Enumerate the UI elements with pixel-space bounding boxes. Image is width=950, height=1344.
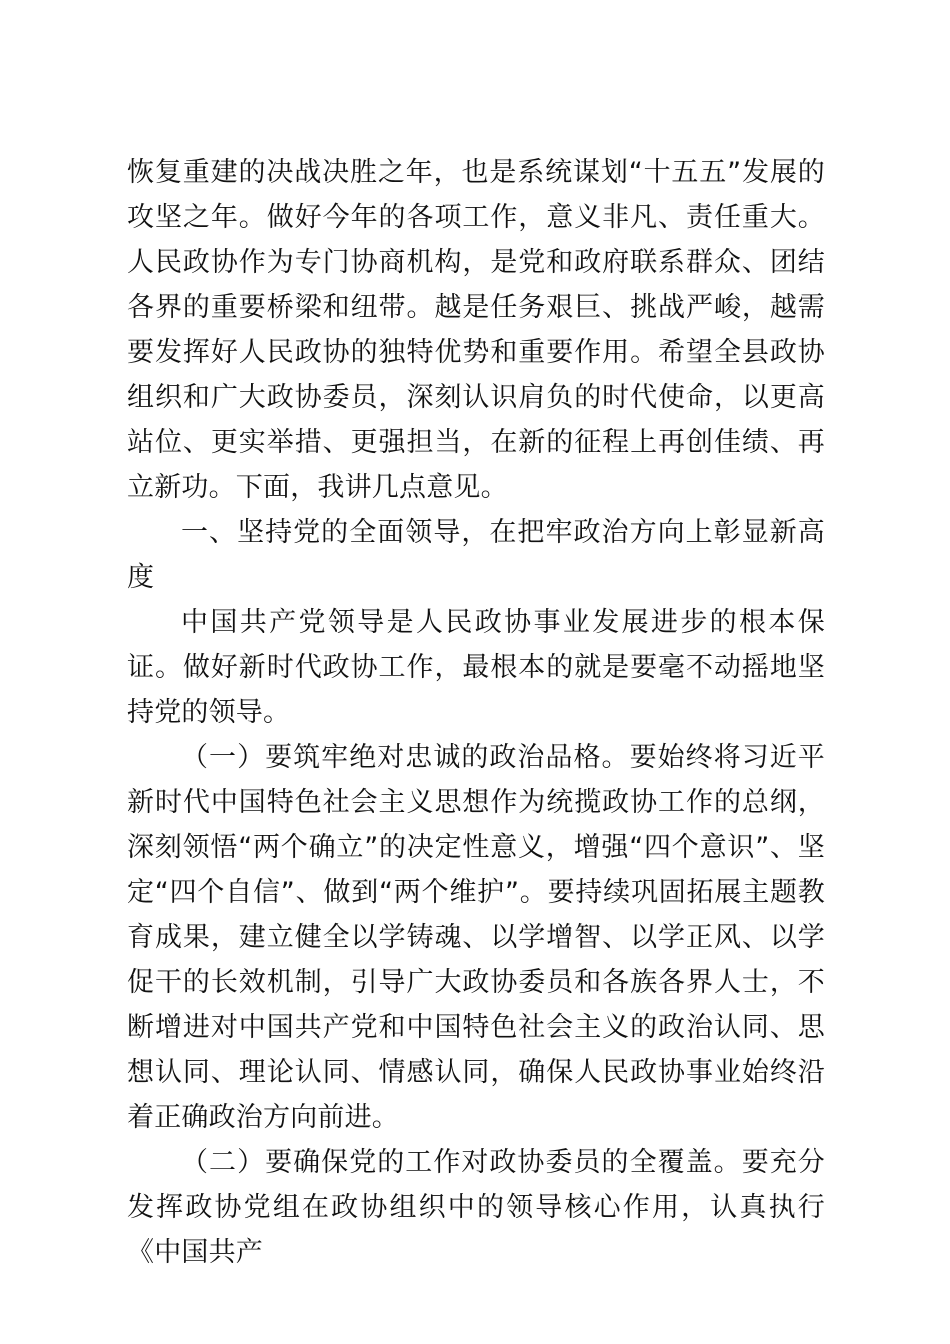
paragraph-intro-continuation: 恢复重建的决战决胜之年，也是系统谋划“十五五”发展的攻坚之年。做好今年的各项工作，意义非凡、责任重大。人民政协作为专门协商机构，是党和政府联系群众、团结各界的重要桥梁和纽带。越是任务艰巨、挑战严峻，越需要发挥好人民政协的独特优势和重要作用。希望全县政协组织和广大政协委员，深刻认识肩负的时代使命，以更高站位、更实举措、更强担当，在新的征程上再创佳绩、再立新功。下面，我讲几点意见。	[127, 157, 825, 503]
paragraph-subsection-1: （一）要筑牢绝对忠诚的政治品格。要始终将习近平新时代中国特色社会主义思想作为统揽政协工作的总纲，深刻领悟“两个确立”的决定性意义，增强“四个意识”、坚定“四个自信”、做到“两个维护”。要持续巩固拓展主题教育成果，建立健全以学铸魂、以学增智、以学正风、以学促干的长效机制，引导广大政协委员和各族各界人士，不断增进对中国共产党和中国特色社会主义的政治认同、思想认同、理论认同、情感认同，确保人民政协事业始终沿着正确政治方向前进。	[127, 742, 825, 1133]
paragraph-section-1-intro: 中国共产党领导是人民政协事业发展进步的根本保证。做好新时代政协工作，最根本的就是要毫不动摇地坚持党的领导。	[127, 607, 825, 728]
section-heading-1: 一、坚持党的全面领导，在把牢政治方向上彰显新高度	[127, 517, 825, 593]
document-body	[127, 150, 825, 1275]
paragraph-subsection-2: （二）要确保党的工作对政协委员的全覆盖。要充分发挥政协党组在政协组织中的领导核心作用，认真执行《中国共产	[127, 1147, 825, 1268]
